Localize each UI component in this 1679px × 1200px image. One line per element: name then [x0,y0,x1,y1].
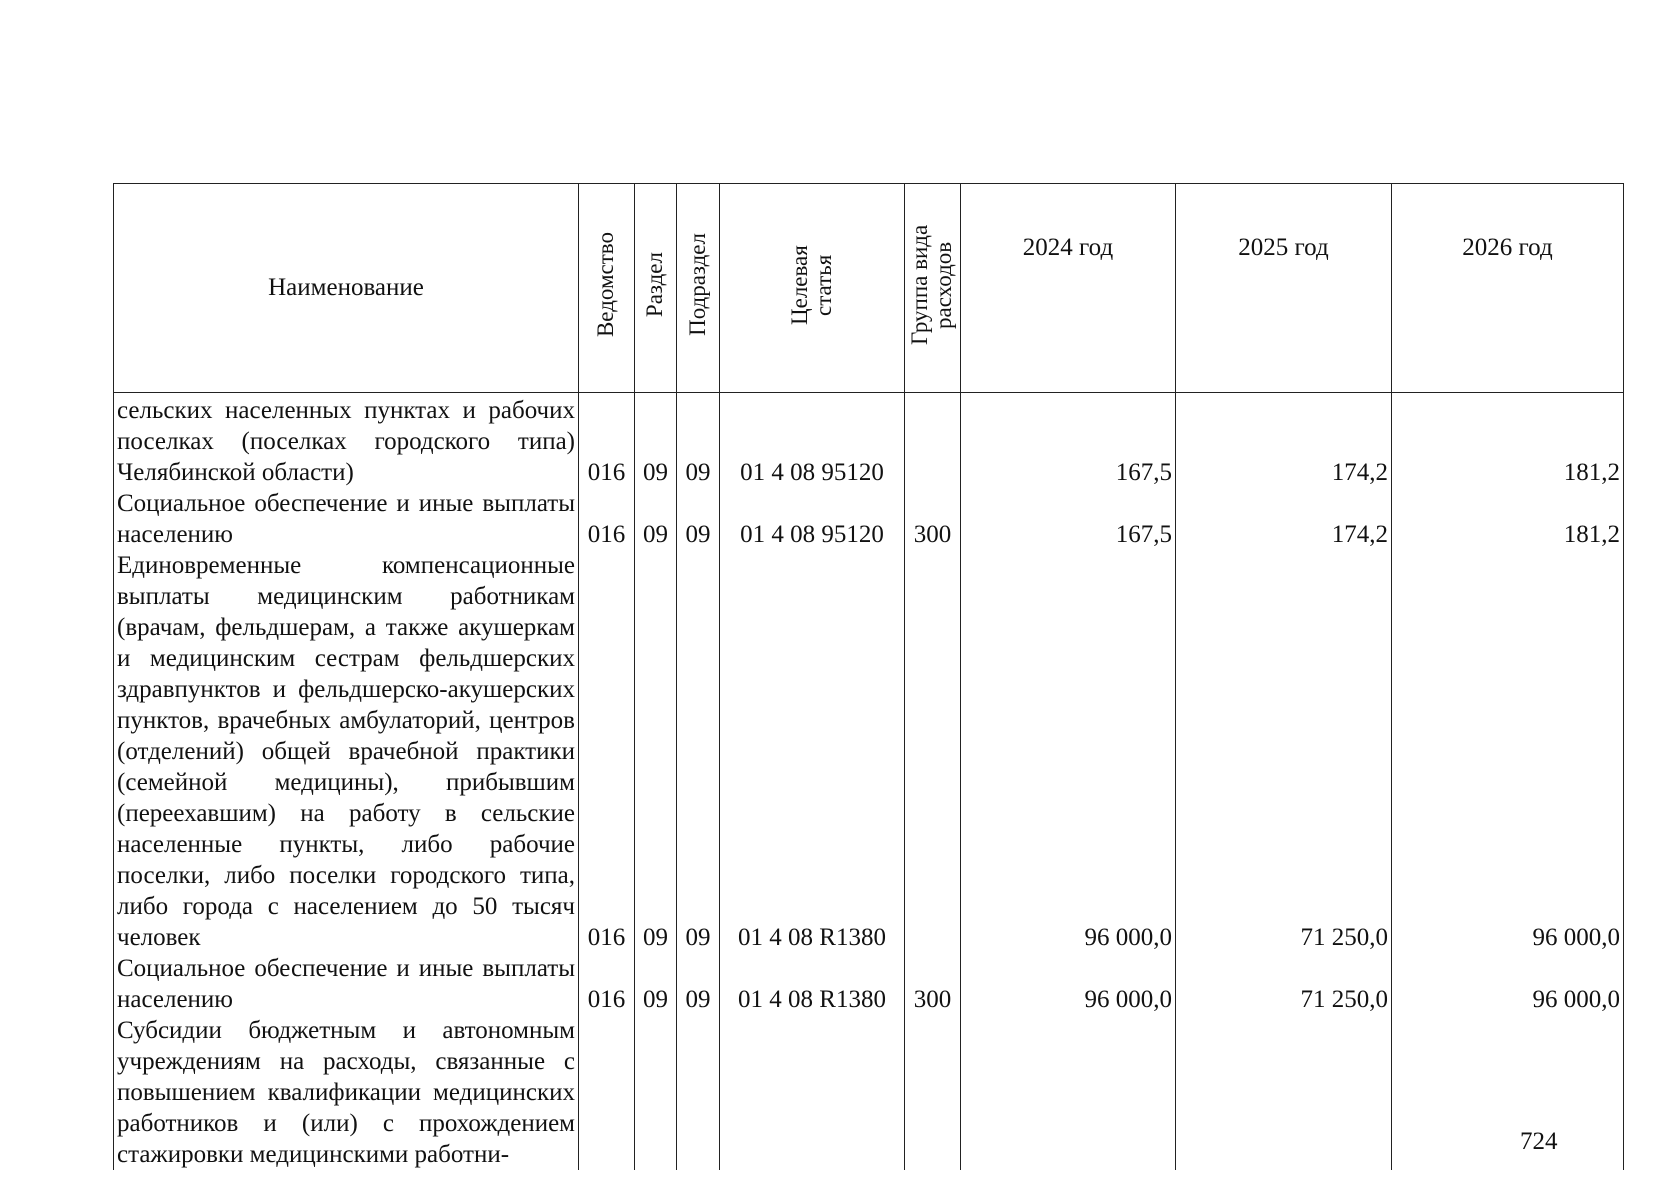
row-celevaya [720,1015,905,1170]
row-vedomstvo: 016 [579,393,635,489]
row-celevaya: 01 4 08 95120 [720,393,905,489]
row-vedomstvo: 016 [579,488,635,550]
row-y2024: 167,5 [961,488,1176,550]
row-y2024 [961,1015,1176,1170]
header-row [114,184,1624,393]
row-razdel [635,1015,677,1170]
table-row [114,488,1624,550]
row-razdel: 09 [635,488,677,550]
row-y2025: 71 250,0 [1176,550,1392,953]
row-celevaya: 01 4 08 95120 [720,488,905,550]
row-podrazdel: 09 [677,393,720,489]
row-vedomstvo: 016 [579,550,635,953]
row-y2025 [1176,1015,1392,1170]
row-y2026: 181,2 [1392,393,1624,489]
row-celevaya: 01 4 08 R1380 [720,953,905,1015]
row-name: Единовременные компенсационные выплаты медицинским работникам (врачам, фельдшерам, а также акушеркам и медицинским сестрам фельдшерских здравпунктов и фельдшерско-акушерских пунктов, врачебных амбулаторий, центров (отделений) общей врачебной практики (семейной медицины), прибывшим (переехавшим) на работу в сельские населенные пункты, либо рабочие поселки, либо поселки городского типа, либо города с населением до 50 тысяч человек [114,550,579,953]
row-name: сельских населенных пунктах и рабочих поселках (поселках городского типа) Челябинской области) [114,393,579,489]
table-row [114,1015,1624,1170]
budget-table [113,183,1624,1170]
header-y2026: 2026 год [1392,184,1624,393]
row-celevaya: 01 4 08 R1380 [720,550,905,953]
row-podrazdel: 09 [677,550,720,953]
row-gruppa [905,550,961,953]
row-gruppa [905,1015,961,1170]
row-name: Социальное обеспечение и иные выплаты населению [114,488,579,550]
row-y2024: 96 000,0 [961,953,1176,1015]
header-vedomstvo: Ведомство [579,184,635,393]
row-name: Субсидии бюджетным и автономным учреждениям на расходы, связанные с повышением квалификации медицинских работников и (или) с прохождением стажировки медицинскими работни- [114,1015,579,1170]
header-name: Наименование [114,184,579,393]
row-y2025: 174,2 [1176,393,1392,489]
row-gruppa: 300 [905,953,961,1015]
row-podrazdel [677,1015,720,1170]
page-number: 724 [1520,1128,1558,1155]
row-podrazdel: 09 [677,488,720,550]
row-y2026: 96 000,0 [1392,550,1624,953]
header-y2024: 2024 год [961,184,1176,393]
row-vedomstvo: 016 [579,953,635,1015]
row-y2025: 174,2 [1176,488,1392,550]
row-razdel: 09 [635,393,677,489]
row-y2026 [1392,1015,1624,1170]
row-y2024: 167,5 [961,393,1176,489]
table-row [114,550,1624,953]
header-gruppa: Группа вида расходов [905,184,961,393]
row-y2026: 96 000,0 [1392,953,1624,1015]
header-celevaya: Целевая статья [720,184,905,393]
row-y2025: 71 250,0 [1176,953,1392,1015]
row-y2024: 96 000,0 [961,550,1176,953]
header-razdel: Раздел [635,184,677,393]
header-y2025: 2025 год [1176,184,1392,393]
row-vedomstvo [579,1015,635,1170]
header-podrazdel: Подраздел [677,184,720,393]
row-podrazdel: 09 [677,953,720,1015]
row-razdel: 09 [635,550,677,953]
row-gruppa: 300 [905,488,961,550]
row-y2026: 181,2 [1392,488,1624,550]
table-row [114,953,1624,1015]
row-name: Социальное обеспечение и иные выплаты населению [114,953,579,1015]
row-razdel: 09 [635,953,677,1015]
row-gruppa [905,393,961,489]
table-row [114,393,1624,489]
